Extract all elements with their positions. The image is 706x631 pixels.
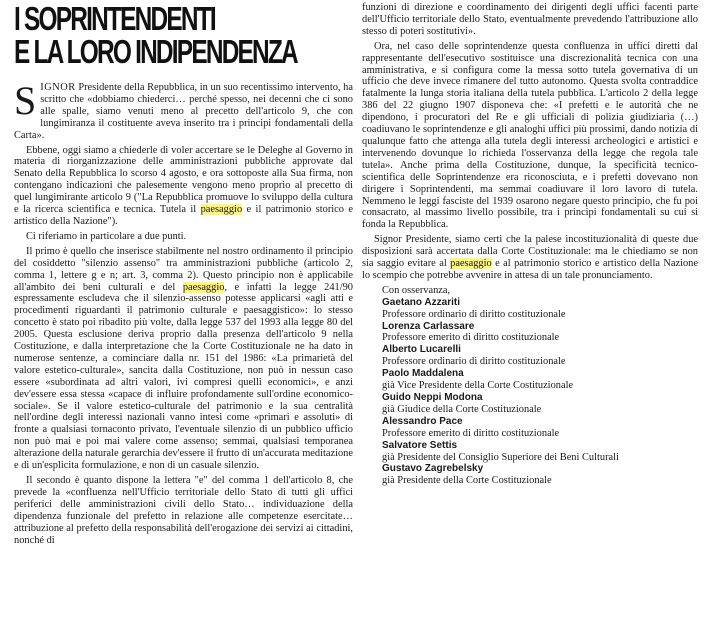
signatory-title: Professore emerito di diritto costituzionale bbox=[382, 332, 560, 344]
headline-line-2: E LA LORO INDIPENDENZA bbox=[14, 33, 297, 70]
paragraph-8 bbox=[362, 234, 698, 282]
paragraph-4-text-a: Il primo è quello che inserisce stabilmente nel nostro ordinamento il principio del cosiddetto "silenzio assenso" tra amministrazioni pubbliche (articolo 2, comma 1, lettere g e n; art. 3, comma 2). Questo principio non è applicabile all'ambito dei beni culturali e del bbox=[14, 245, 353, 293]
signatory-name: Salvatore Settis bbox=[382, 439, 458, 451]
signatory-name: Gustavo Zagrebelsky bbox=[382, 463, 484, 475]
closing-block bbox=[362, 285, 698, 487]
signatory-name: Alberto Lucarelli bbox=[382, 344, 461, 356]
paragraph-4-text-b: , e infatti la legge 241/90 espressamente escludeva che il silenzio-assenso potesse applicarsi «agli atti e procedimenti riguardanti il patrimonio culturale e paesaggistico»: lo stesso concetto è stato poi ribadito più volte, dalla legge 537 del 1993 alla legge 80 del 2005. Questa esclusione deriva proprio dalla presenza dell'articolo 9 nella Costituzione, e dalla interpretazione che la Corte Costituzionale ne ha dato in numerose sentenze, a cominciare dalla nr. 151 del 1986: «La primarietà del valore estetico-culturale», sancita dalla Costituzione, non può in nessun caso essere «subordinata ad altri valori, ivi compresi quelli economici», e anzi dev'essere essa stessa «capace di influire profondamente sull'ordine economico-sociale». Se il valore estetico-culturale del patrimonio e la sua centralità nell'ordine degli interessi nazionali vanno intesi come «primari e assoluti» di fronte a qualsiasi tornaconto privato, l'eventuale silenzio di un pubblico ufficio non può mai e poi mai valere come assenso; semmai, qualsiasi temporanea alterazione della naturale gerarchia dev'essere il frutto di un'accurata meditazione e di un'esplicita formulazione, e non di un casuale silenzio. bbox=[14, 281, 353, 472]
opening-smallcaps: IGNOR bbox=[40, 82, 76, 93]
signatory-list bbox=[382, 297, 698, 488]
paragraph-1-text: Presidente della Repubblica, in un suo recentissimo intervento, ha scritto che «dobbiamo chiederci… perché spesso, nei decenni che ci sono alle spalle, siamo venuti meno al precetto dell'articolo 9, che con lungimiranza il costituente aveva inserito tra i principi fondamentali della Carta». bbox=[14, 82, 353, 141]
paragraph-7: Ora, nel caso delle soprintendenze questa confluenza in uffici diretti dal rappresentante dell'esecutivo sostituisce una discrezionalità tecnica con una amministrativa, e si configura come la messa sotto tutela governativa di un ufficio che deve invece rimanere del tutto autonomo. Questa svolta contraddice fatalmente la lunga storia italiana della tutela pubblica. L'articolo 2 della legge 386 del 22 giugno 1907 disponeva che: «I prefetti e le autorità che ne dipendono, i procuratori del Re e gli ufficiali di polizia giudiziaria (…) coadiuvano le soprintendenze e gli analoghi uffici più prossimi, dando notizia di qualunque fatto che attenga alla tutela degli interessi archeologici e artistici e intervenendo dovunque lo richieda l'osservanza della legge che regola tale tutela». Anche prima della Costituzione, dunque, la specificità tecnico-scientifica delle Soprintendenze era riconosciuta, e i prefetti dovevano non dirigere i Soprintendenti, ma semmai coadiuvare il loro lavoro di tutela. Nemmeno le leggi fasciste del 1939 osarono negare questo principio, che fu poi consacrato, al massimo livello possibile, tra i principi fondamentali su cui si fonda la Repubblica. bbox=[362, 40, 698, 231]
signatory-name: Alessandro Pace bbox=[382, 415, 463, 427]
paragraph-8-text-a: Signor Presidente, siamo certi che la palese incostituzionalità di queste due disposizioni sarà accertata dalla Corte Costituzionale: ma le chiediamo se non sia saggio evitare al bbox=[362, 234, 698, 270]
headline-line-1: I SOPRINTENDENTI bbox=[14, 0, 215, 37]
drop-cap: S bbox=[14, 78, 37, 123]
paragraph-5: Il secondo è quanto dispone la lettera "e" del comma 1 dell'articolo 8, che prevede la «confluenza nell'Ufficio territoriale dello Stato di tutti gli uffici periferici delle amministrazioni civili dello Stato… individuazione della dipendenza funzionale del prefetto in relazione alle competenze esercitate… attribuzione al prefetto della responsabilità dell'erogazione dei servizi ai cittadini, nonché di bbox=[14, 475, 353, 546]
paragraph-4 bbox=[14, 246, 353, 472]
headline bbox=[14, 2, 340, 68]
paragraph-1 bbox=[14, 78, 353, 142]
highlighted-word: paesaggio bbox=[200, 204, 243, 216]
signatory-name: Lorenza Carlassare bbox=[382, 320, 475, 332]
paragraph-6: funzioni di direzione e coordinamento dei dirigenti degli uffici facenti parte dell'Ufficio territoriale dello Stato, eventualmente prevedendo l'attribuzione allo stesso di poteri sostitutivi». bbox=[362, 2, 698, 37]
left-column bbox=[14, 78, 353, 549]
highlighted-word: paesaggio bbox=[450, 258, 492, 270]
signatory-name: Gaetano Azzariti bbox=[382, 296, 460, 308]
signatory-title: già Presidente del Consiglio Superiore dei Beni Culturali bbox=[382, 451, 619, 463]
right-column bbox=[362, 2, 698, 487]
signatory-title: Professore ordinario di diritto costituzionale bbox=[382, 308, 566, 320]
signatory-title: già Presidente della Corte Costituzionale bbox=[382, 475, 552, 487]
paragraph-8-text-b: e al patrimonio storico e artistico della Nazione lo scempio che potrebbe avvenire in attesa di un tale pronunciamento. bbox=[362, 258, 698, 281]
paragraph-2-text-a: Ebbene, oggi siamo a chiederle di voler accertare se le Deleghe al Governo in materia di riorganizzazione delle amministrazioni pubbliche approvate dal Senato della Repubblica lo scorso 4 agosto, e ora sottoposte alla Sua firma, non contengano indicazioni che palesemente vengono meno proprio al precetto di quel lungimirante articolo 9 ("La Repubblica promuove lo sviluppo della cultura e la ricerca scientifica e tecnica. Tutela il bbox=[14, 144, 353, 216]
signatory-title: già Vice Presidente della Corte Costituzionale bbox=[382, 380, 574, 392]
signatory-name: Guido Neppi Modona bbox=[382, 392, 483, 403]
signatory-name: Paolo Maddalena bbox=[382, 368, 464, 380]
signatory-title: Professore ordinario di diritto costituzionale bbox=[382, 356, 566, 368]
paragraph-2-text-b: e il patrimonio storico e artistico della Nazione"). bbox=[14, 204, 353, 227]
paragraph-3: Ci riferiamo in particolare a due punti. bbox=[26, 230, 187, 242]
paragraph-2 bbox=[14, 145, 353, 228]
signatory-title: Professore emerito di diritto costituzionale bbox=[382, 427, 560, 439]
closing-greeting: Con osservanza, bbox=[382, 284, 451, 296]
highlighted-word: paesaggio bbox=[182, 281, 225, 293]
signatory-title: già Giudice della Corte Costituzionale bbox=[382, 403, 542, 415]
